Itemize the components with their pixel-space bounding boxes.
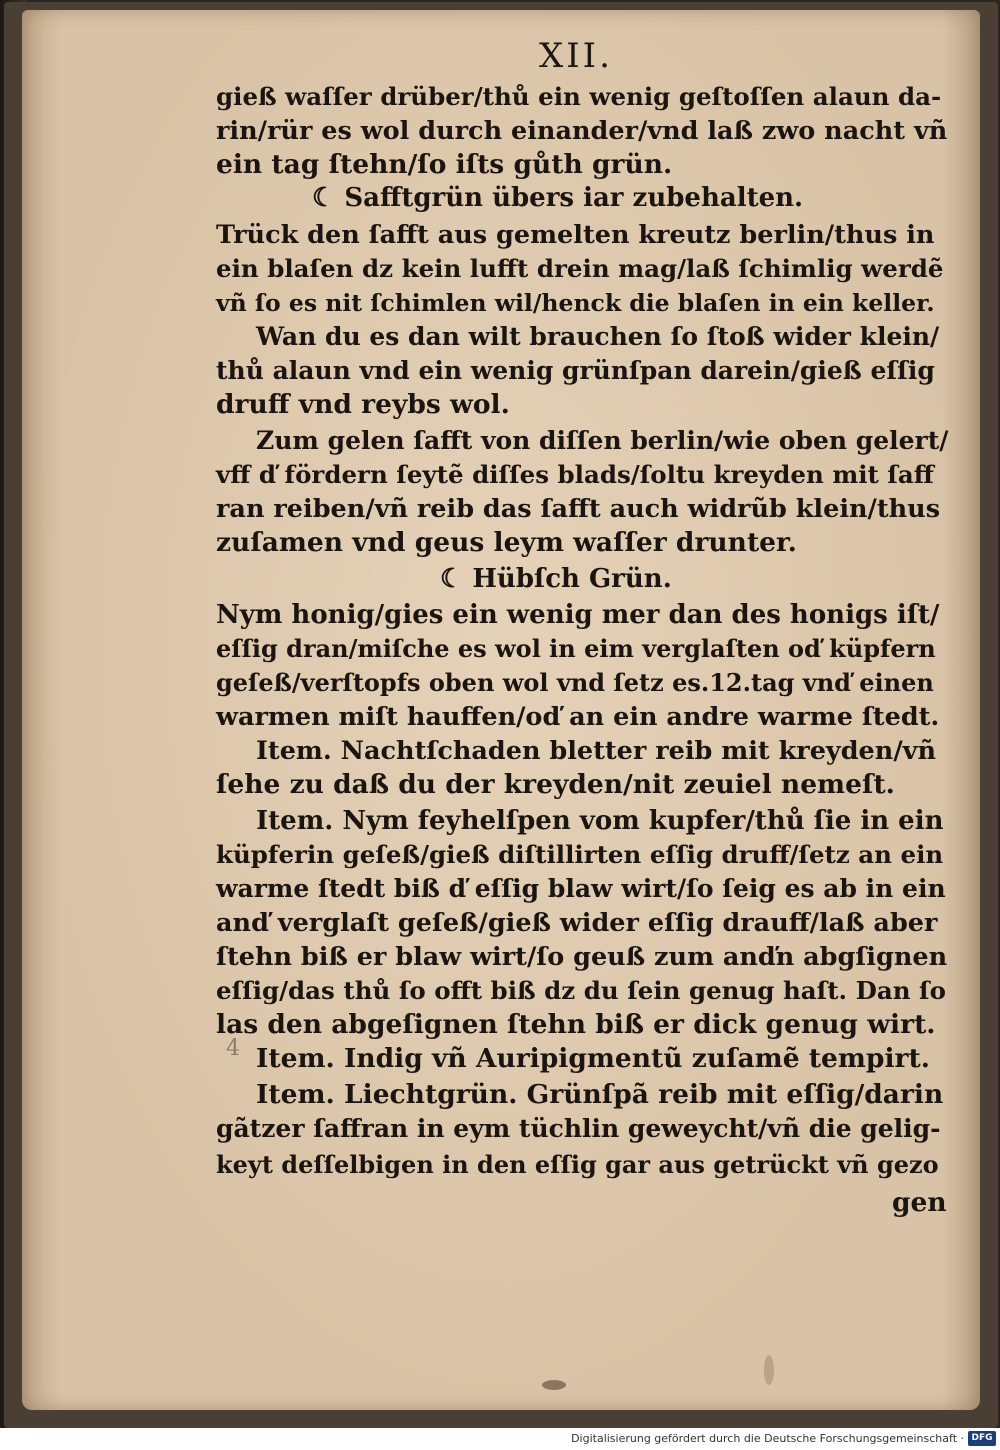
marginal-mark: 4 [226,1036,240,1061]
folio-number: XII. [539,36,613,76]
text-line: Nym honig/gies ein wenig mer dan des honigs iſt/ [216,600,940,630]
text-line: Wan du es dan wilt brauchen ſo ſtoß wider klein/ [256,322,940,351]
digitization-credit: Digitalisierung gefördert durch die Deutsche Forschungsgemeinschaft · [571,1432,964,1445]
text-line: druff vnd reybs wol. [216,389,510,420]
text-line: warmen miſt hauffen/oď an ein andre warme ſtedt. [216,702,940,732]
text-line: Item. Liechtgrün. Grünſpã reib mit eſſig/darin [256,1079,944,1110]
text-line: Trück den ſafft aus gemelten kreutz berlin/thus in [216,220,935,250]
text-line: thů alaun vnd ein wenig grünſpan darein/gieß eſſig [216,356,935,385]
section-heading: ☾ Safftgrün übers iar zubehalten. [312,183,804,213]
text-line: gãtzer ſaffran in eym tüchlin geweycht/vñ die gelig- [216,1114,941,1143]
text-line: anď verglaſt geſeß/gieß wider eſſig drauff/laß aber [216,908,938,938]
catchword: gen [892,1187,947,1218]
text-line: ein blaſen dz kein lufft drein mag/laß ſchimlig werdẽ [216,254,944,283]
text-line: las den abgeſignen ſtehn biß er dick genug wirt. [216,1009,936,1040]
text-line: zuſamen vnd geus leym waſſer drunter. [216,527,797,558]
text-line: Item. Nachtſchaden bletter reib mit kreyden/vñ [256,736,936,766]
footer-bar [0,1428,1000,1450]
text-line: gieß waſſer drüber/thů ein wenig geſtoſſen alaun da- [216,82,942,111]
text-line: keyt deſſelbigen in den eſſig gar aus getrückt vñ gezo [216,1150,939,1179]
text-line: warme ſtedt biß ď eſſig blaw wirt/ſo ſeig es ab in ein [216,874,946,903]
text-line: küpferin geſeß/gieß diſtillirten eſſig druff/ſetz an ein [216,840,944,869]
section-heading: ☾ Hübſch Grün. [440,564,672,594]
text-line: eſſig/das thů ſo offt biß dz du ſein genug haſt. Dan ſo [216,976,946,1005]
text-line: Item. Nym feyhelſpen vom kupfer/thů ſie in ein [256,806,944,836]
text-line: Zum gelen ſafft von diſſen berlin/wie oben gelert/ [256,426,949,455]
text-line: eſſig dran/miſche es wol in eim verglaſten oď küpfern [216,634,936,663]
text-line: rin/rür es wol durch einander/vnd laß zwo nacht vñ [216,116,948,146]
paper-stain [542,1380,566,1390]
text-line: geſeß/verſtopfs oben wol vnd ſetz es.12.tag vnď einen [216,668,934,697]
dfg-logo: DFG [968,1431,996,1446]
text-line: ſtehn biß er blaw wirt/ſo geuß zum anďn abgſignen [216,942,948,972]
paper-stain [764,1355,774,1385]
text-line: vff ď fördern ſeytẽ diſſes blads/ſoltu kreyden mit ſaff [216,460,934,489]
text-line: ein tag ſtehn/ſo iſts gůth grün. [216,149,673,180]
text-line: ran reiben/vñ reib das ſafft auch widrũb klein/thus [216,494,941,524]
text-line: vñ ſo es nit ſchimlen wil/henck die blaſen in ein keller. [216,289,935,317]
text-line: ſehe zu daß du der kreyden/nit zeuiel nemeſt. [216,769,895,800]
text-line: Item. Indig vñ Auripigmentũ zuſamẽ tempirt. [256,1043,930,1074]
